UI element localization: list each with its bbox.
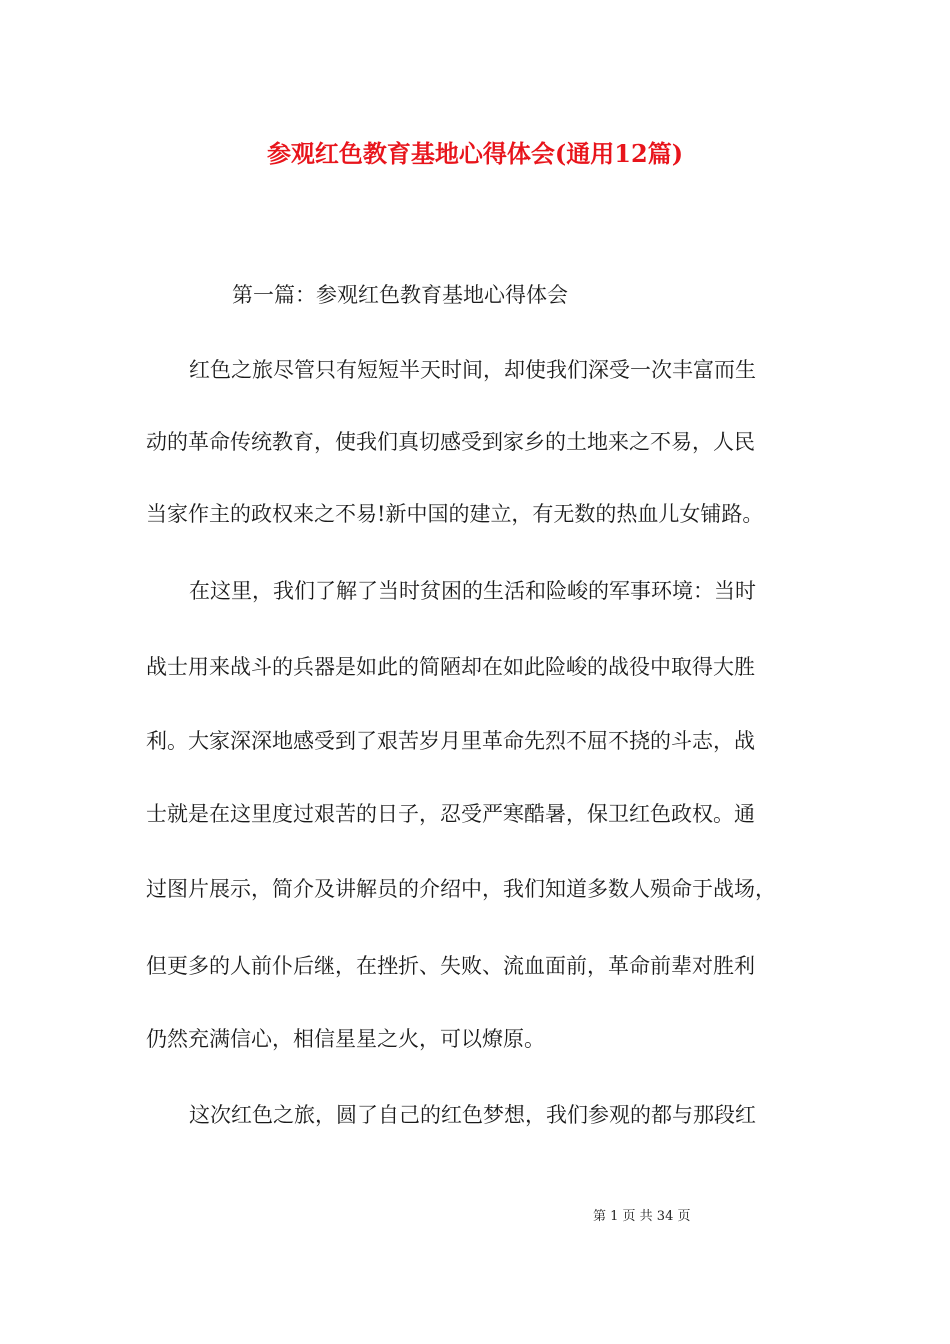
paragraph-line: 但更多的人前仆后继，在挫折、失败、流血面前，革命前辈对胜利	[146, 954, 755, 978]
paragraph-line: 当家作主的政权来之不易!新中国的建立，有无数的热血儿女铺路。	[146, 502, 764, 526]
section-heading: 第一篇：参观红色教育基地心得体会	[232, 283, 568, 307]
paragraph-line: 这次红色之旅，圆了自己的红色梦想，我们参观的都与那段红	[189, 1103, 756, 1127]
paragraph-line: 仍然充满信心，相信星星之火，可以燎原。	[146, 1027, 545, 1051]
paragraph-line: 过图片展示，简介及讲解员的介绍中，我们知道多数人殒命于战场，	[146, 877, 776, 901]
paragraph-line: 动的革命传统教育，使我们真切感受到家乡的土地来之不易，人民	[146, 430, 755, 454]
paragraph-line: 战士用来战斗的兵器是如此的简陋却在如此险峻的战役中取得大胜	[146, 655, 755, 679]
paragraph-line: 红色之旅尽管只有短短半天时间，却使我们深受一次丰富而生	[189, 358, 756, 382]
paragraph-line: 士就是在这里度过艰苦的日子，忍受严寒酷暑，保卫红色政权。通	[146, 802, 755, 826]
paragraph-line: 在这里，我们了解了当时贫困的生活和险峻的军事环境：当时	[189, 579, 756, 603]
paragraph-line: 利。大家深深地感受到了艰苦岁月里革命先烈不屈不挠的斗志，战	[146, 729, 755, 753]
page-number-footer: 第 1 页 共 34 页	[593, 1209, 691, 1224]
document-title: 参观红色教育基地心得体会(通用12篇)	[266, 139, 684, 168]
